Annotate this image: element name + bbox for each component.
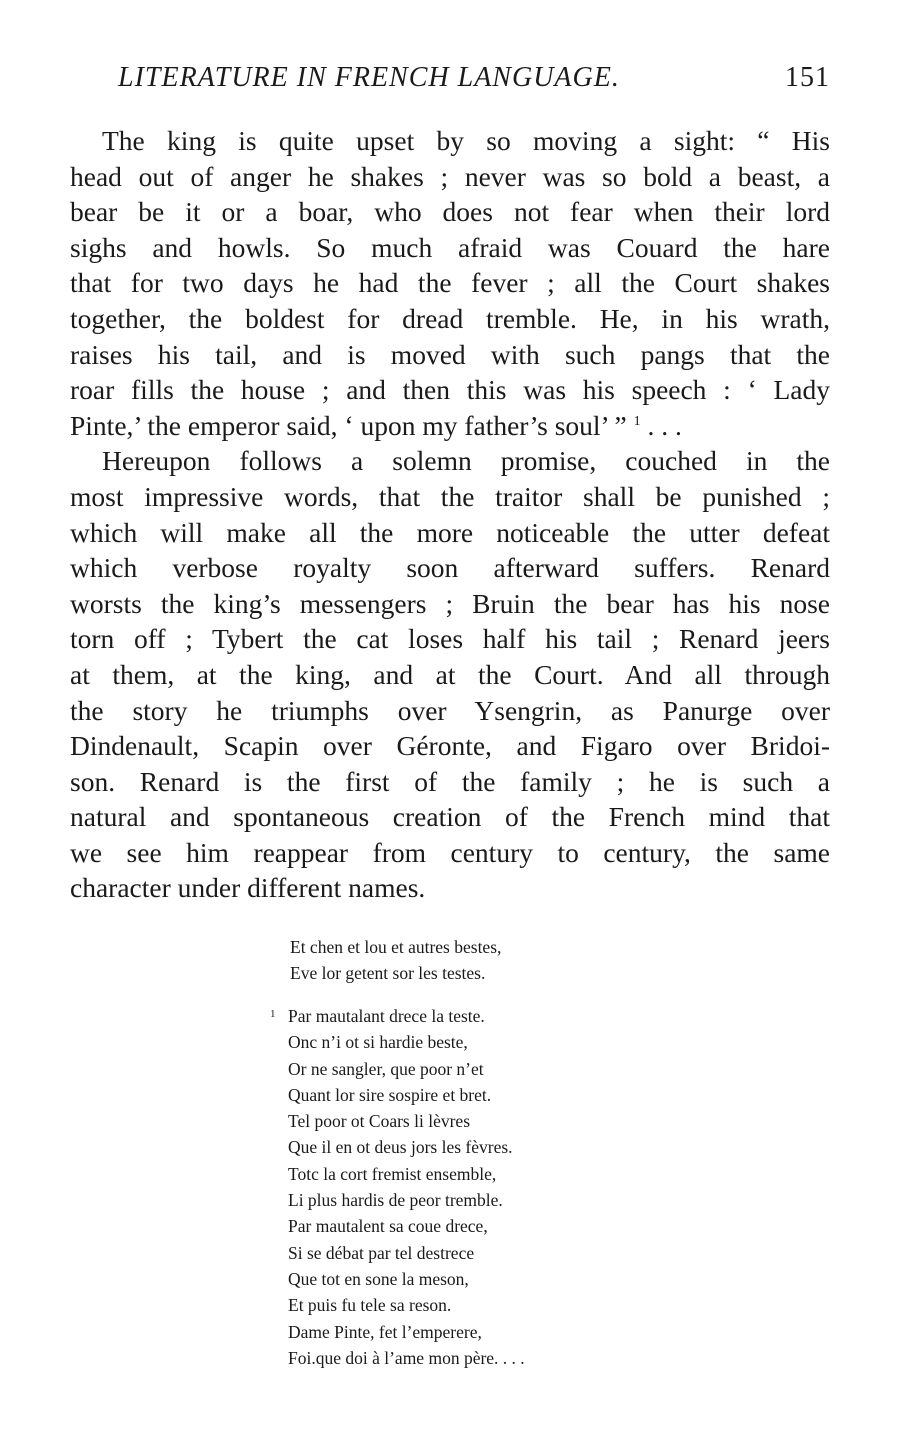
text-line: son. Renard is the first of the family ; he is such a [70,765,830,797]
footnote-line: Tel poor ot Coars li lèvres [288,1111,470,1132]
poem-line: Et chen et lou et autres bestes, [290,937,502,957]
ellipsis: . . . [640,409,682,441]
text-line: Dindenault, Scapin over Géronte, and Figaro over Bridoi- [70,730,830,762]
text-line: sighs and howls. So much afraid was Couard the hare [70,231,830,263]
running-title: LITERATURE IN FRENCH LANGUAGE. [118,62,620,93]
footnote-line: Et puis fu tele sa reson. [288,1295,452,1316]
text-line: character under different names. [70,872,426,904]
footnote-line: Li plus hardis de peor tremble. [288,1190,503,1211]
running-header [118,62,830,102]
footnote-marker: 1 [270,1008,276,1020]
text-line: head out of anger he shakes ; never was so bold a beast, a [70,160,830,192]
text-line: that for two days he had the fever ; all the Court shakes [70,267,830,299]
poem-continuation [290,934,710,987]
footnote-line: Par mautalent sa coue drece, [288,1216,488,1237]
text-line: which verbose royalty soon afterward suffers. Renard [70,552,830,584]
text-line: together, the boldest for dread tremble. He, in his wrath, [70,302,830,334]
footnote-line: Foi.que doi à l’ame mon père. . . . [288,1347,525,1368]
page-number: 151 [785,62,830,93]
text-line: raises his tail, and is moved with such pangs that the [70,338,830,370]
text-line-with-note [70,408,830,444]
text-line: we see him reappear from century to century, the same [70,836,830,868]
footnote-line: Or ne sangler, que poor n’et [288,1058,484,1079]
footnote-line: Onc n’i ot si hardie beste, [288,1032,468,1053]
footnote-line: Totc la cort fremist ensemble, [288,1163,497,1184]
text-line: torn off ; Tybert the cat loses half his tail ; Renard jeers [70,623,830,655]
footnote-line: Par mautalant drece la teste. [288,1006,485,1026]
text-line: The king is quite upset by so moving a sight: “ His [102,125,830,156]
main-text [70,123,830,906]
text-line: Pinte,’ the emperor said, ‘ upon my father’s soul’ ” [70,409,627,441]
footnote-reference[interactable]: 1 [633,413,641,429]
footnote-verse [288,1003,525,1371]
text-line: worsts the king’s messengers ; Bruin the bear has his nose [70,587,830,619]
footnote-line: Dame Pinte, fet l’emperere, [288,1321,482,1342]
text-line: natural and spontaneous creation of the French mind that [70,801,830,833]
text-line: Hereupon follows a solemn promise, couched in the [102,445,830,477]
footnote-line: Que il en ot deus jors les fèvres. [288,1137,513,1158]
text-line: which will make all the more noticeable the utter defeat [70,516,830,548]
footnote-line: Quant lor sire sospire et bret. [288,1084,492,1105]
text-line: at them, at the king, and at the Court. And all through [70,658,830,690]
text-line: roar fills the house ; and then this was his speech : ‘ Lady [70,374,830,406]
text-line: the story he triumphs over Ysengrin, as Panurge over [70,694,830,726]
text-line: bear be it or a boar, who does not fear when their lord [70,196,830,228]
text-line: most impressive words, that the traitor shall be punished ; [70,480,830,512]
poem-line: Eve lor getent sor les testes. [290,963,486,984]
footnote-line: Que tot en sone la meson, [288,1268,469,1289]
footnote-line: Si se débat par tel destrece [288,1242,475,1263]
